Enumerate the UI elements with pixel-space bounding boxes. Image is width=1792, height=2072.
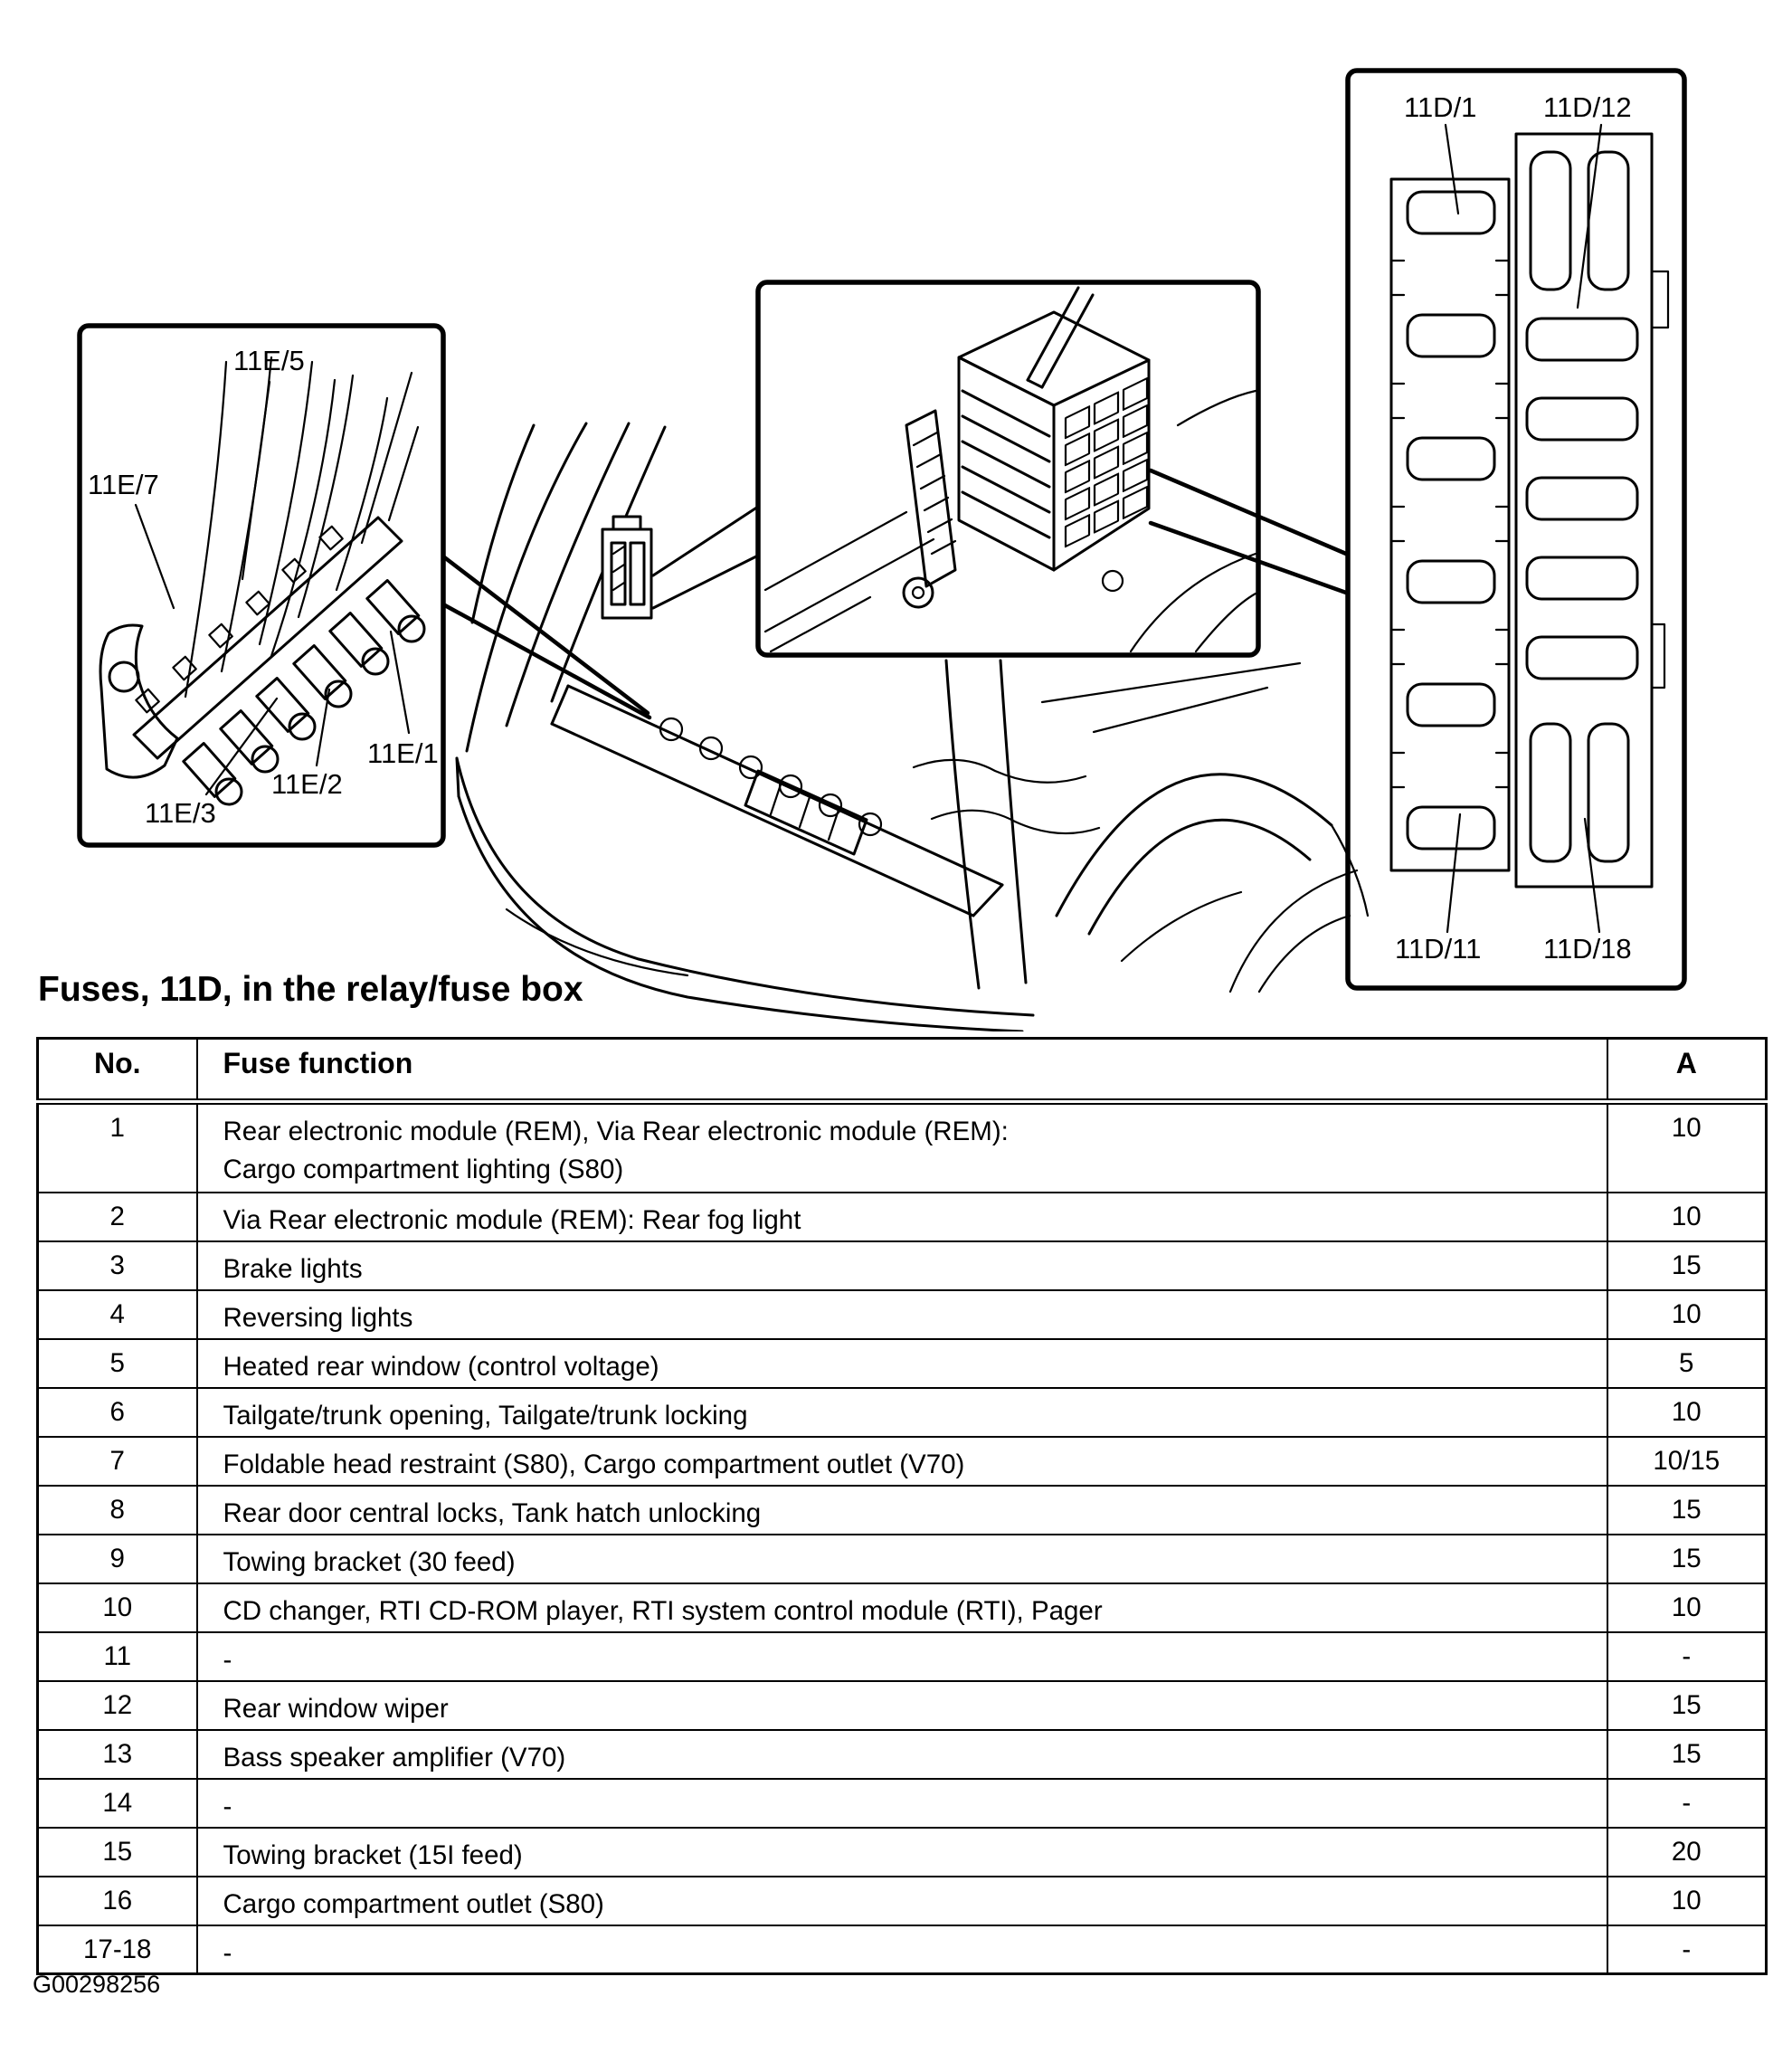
leader-car-to-inset (653, 507, 758, 575)
fuse-number: 12 (38, 1681, 197, 1730)
fuse-function: - (197, 1779, 1607, 1828)
table-row (38, 1828, 1767, 1877)
figure-id: G00298256 (33, 1971, 161, 1998)
fuse-function: Towing bracket (15I feed) (197, 1828, 1607, 1877)
fuse-number: 1 (38, 1102, 197, 1193)
fuse-function: - (197, 1925, 1607, 1974)
fuse-function: - (197, 1632, 1607, 1681)
label-11d11: 11D/11 (1395, 933, 1482, 965)
fuse-amps: 20 (1607, 1828, 1767, 1877)
fuse-amps: 15 (1607, 1730, 1767, 1779)
table-row (38, 1877, 1767, 1925)
table-row (38, 1437, 1767, 1486)
fuse-number: 4 (38, 1290, 197, 1339)
table-row (38, 1632, 1767, 1681)
fuse-number: 6 (38, 1388, 197, 1437)
fuse-number: 3 (38, 1241, 197, 1290)
fuse-number: 15 (38, 1828, 197, 1877)
leader-car-to-inset (653, 556, 758, 608)
fuse-function: Rear door central locks, Tank hatch unlocking (197, 1486, 1607, 1535)
table-row (38, 1681, 1767, 1730)
table-row (38, 1779, 1767, 1828)
fuse-number: 14 (38, 1779, 197, 1828)
page-title: Fuses, 11D, in the relay/fuse box (38, 970, 583, 1009)
fuse-amps: 10 (1607, 1583, 1767, 1632)
fuse-function: Rear window wiper (197, 1681, 1607, 1730)
fuse-number: 16 (38, 1877, 197, 1925)
fusebox-in-car (602, 517, 651, 618)
fuse-function: Towing bracket (30 feed) (197, 1535, 1607, 1583)
fuse-amps: - (1607, 1632, 1767, 1681)
label-11e1: 11E/1 (367, 737, 439, 769)
fusebox-location-diagram (0, 0, 1792, 1031)
fuse-function (197, 1102, 1607, 1193)
fuse-amps: 10 (1607, 1102, 1767, 1193)
table-row (38, 1583, 1767, 1632)
label-11e3: 11E/3 (145, 797, 216, 829)
fuse-number: 5 (38, 1339, 197, 1388)
fuse-function-line2: Cargo compartment lighting (S80) (223, 1154, 624, 1184)
label-11e5: 11E/5 (233, 345, 305, 376)
table-row (38, 1535, 1767, 1583)
fuse-number: 10 (38, 1583, 197, 1632)
fuse-amps: - (1607, 1925, 1767, 1974)
fuse-table (36, 1037, 1768, 1975)
table-row (38, 1290, 1767, 1339)
label-11e2: 11E/2 (271, 768, 343, 800)
column-header-amps: A (1607, 1039, 1767, 1102)
fuse-number: 2 (38, 1193, 197, 1241)
fuse-number: 17-18 (38, 1925, 197, 1974)
fuse-amps: 10 (1607, 1290, 1767, 1339)
fuse-amps: 10 (1607, 1388, 1767, 1437)
label-11d12: 11D/12 (1543, 91, 1632, 123)
fuse-amps: 15 (1607, 1681, 1767, 1730)
fusebox-inset-frame (758, 282, 1258, 655)
fuse-function: Foldable head restraint (S80), Cargo compartment outlet (V70) (197, 1437, 1607, 1486)
fuse-amps: 10/15 (1607, 1437, 1767, 1486)
table-row (38, 1193, 1767, 1241)
label-11e7: 11E/7 (88, 469, 159, 500)
fuse-number: 13 (38, 1730, 197, 1779)
fuse-number: 8 (38, 1486, 197, 1535)
table-header-row (38, 1039, 1767, 1102)
fuse-amps: 15 (1607, 1535, 1767, 1583)
fuse-function-line1: Rear electronic module (REM), Via Rear electronic module (REM): (223, 1117, 1009, 1146)
label-11d18: 11D/18 (1543, 933, 1632, 965)
table-row (38, 1925, 1767, 1974)
fuse-function: Brake lights (197, 1241, 1607, 1290)
table-row (38, 1388, 1767, 1437)
column-header-no: No. (38, 1039, 197, 1102)
label-11d1: 11D/1 (1404, 91, 1477, 123)
fuse-function: CD changer, RTI CD-ROM player, RTI system control module (RTI), Pager (197, 1583, 1607, 1632)
fuse-amps: 5 (1607, 1339, 1767, 1388)
fuse-amps: 15 (1607, 1486, 1767, 1535)
fuse-function: Reversing lights (197, 1290, 1607, 1339)
fuse-number: 9 (38, 1535, 197, 1583)
fuse-function: Tailgate/trunk opening, Tailgate/trunk locking (197, 1388, 1607, 1437)
table-row (38, 1102, 1767, 1193)
fuse-function: Cargo compartment outlet (S80) (197, 1877, 1607, 1925)
fuse-function: Heated rear window (control voltage) (197, 1339, 1607, 1388)
table-row (38, 1339, 1767, 1388)
fuse-amps: 10 (1607, 1877, 1767, 1925)
fuse-amps: 15 (1607, 1241, 1767, 1290)
table-row (38, 1241, 1767, 1290)
column-header-function: Fuse function (197, 1039, 1607, 1102)
leader-left-box-to-car (443, 604, 649, 718)
table-row (38, 1486, 1767, 1535)
fuse-function: Bass speaker amplifier (V70) (197, 1730, 1607, 1779)
fuse-number: 7 (38, 1437, 197, 1486)
fuse-amps: 10 (1607, 1193, 1767, 1241)
table-row (38, 1730, 1767, 1779)
fuse-function: Via Rear electronic module (REM): Rear fog light (197, 1193, 1607, 1241)
fuse-number: 11 (38, 1632, 197, 1681)
fuse-amps: - (1607, 1779, 1767, 1828)
